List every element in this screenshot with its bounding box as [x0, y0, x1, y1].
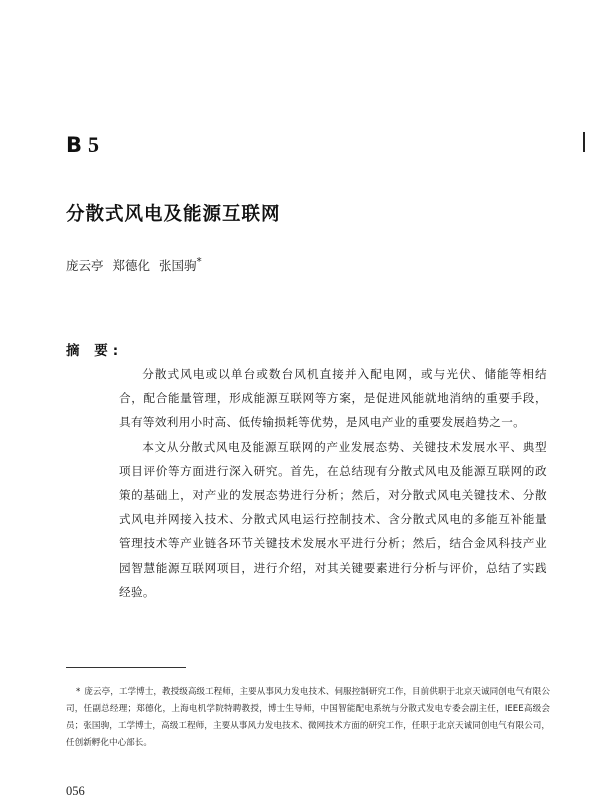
footnote-mark: *: [76, 687, 81, 697]
author-name: 郑德化: [112, 258, 151, 273]
abstract-paragraph: 分散式风电或以单台或数台风机直接并入配电网，或与光伏、储能等相结合，配合能量管理，形成能源互联网等方案，是促进风能就地消纳的重要手段，具有等效利用小时高、低传输损耗等优势，是风电产业的重要发展趋势之一。: [119, 367, 547, 430]
abstract-paragraph: 本文从分散式风电及能源互联网的产业发展态势、关键技术发展水平、典型项目评价等方面进行深入研究。首先，在总结现有分散式风电及能源互联网的政策的基础上，对产业的发展态势进行分析；然后，对分散式风电关键技术、分散式风电并网接入技术、分散式风电运行控制技术、含分散式风电的多能互补能量管理技术等产业链各环节关键技术发展水平进行分析；然后，结合金风科技产业园智慧能源互联网项目，进行介绍，对其关键要素进行分析与评价，总结了实践经验。: [119, 439, 547, 599]
report-number: 5: [88, 132, 100, 157]
author-name-text: 张国驹: [159, 258, 197, 274]
footnote-divider: [66, 667, 186, 668]
footnote: [66, 684, 550, 752]
footnote-text: 庞云亭，工学博士，教授级高级工程师，主要从事风力发电技术、伺服控制研究工作，目前供职于北京天诚同创电气有限公司，任副总经理；郑德化，上海电机学院特聘教授，博士生导师，中国智能配电系统与分散式发电专委会副主任，IEEE高级会员；张国驹，工学博士，高级工程师，主要从事风力发电技术、微网技术方面的研究工作，任职于北京天诚同创电气有限公司，任创新孵化中心部长。: [66, 687, 550, 748]
author-footnote-mark: *: [196, 256, 202, 268]
report-label-glyph: B: [66, 133, 83, 157]
author-name: 庞云亭: [66, 258, 104, 273]
author-list: [66, 256, 202, 274]
author-name: [159, 256, 202, 274]
report-label: [66, 132, 99, 158]
abstract-body: [119, 362, 547, 604]
abstract-label: 摘 要:: [66, 343, 124, 359]
page-edge-mark: [583, 132, 585, 152]
page-number: 056: [66, 784, 85, 798]
page-title: 分散式风电及能源互联网: [66, 204, 281, 225]
